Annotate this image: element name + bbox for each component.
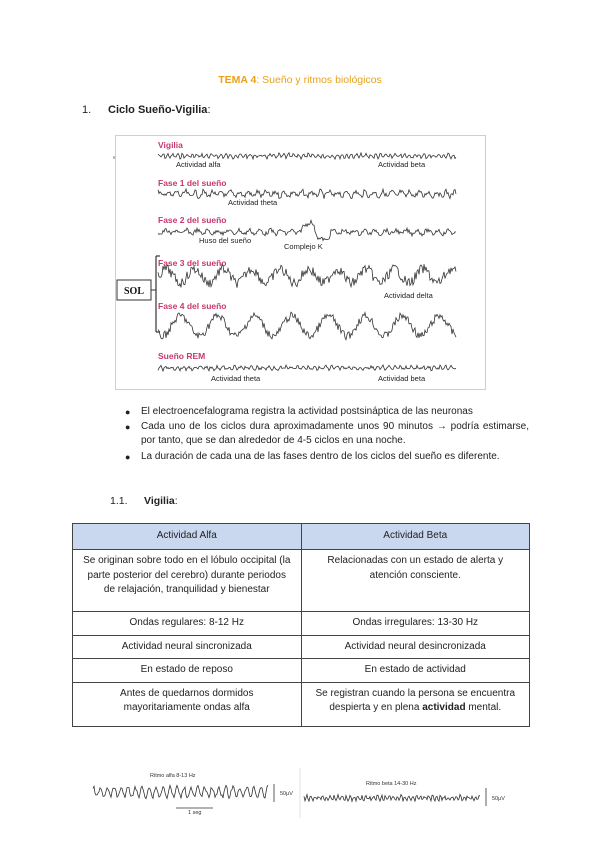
wave-figures	[88, 768, 518, 818]
bullet-icon: ●	[125, 422, 131, 433]
eeg-trace-vigilia	[158, 153, 456, 159]
bullet-list	[125, 405, 529, 465]
eeg-label-vigilia: Vigilia	[158, 140, 183, 150]
section-heading-1	[82, 104, 211, 116]
section-number: 1.1.	[110, 495, 128, 507]
eeg-annotation: Actividad theta	[228, 198, 278, 207]
table-row	[73, 612, 530, 636]
title-text: : Sueño y ritmos biológicos	[256, 74, 382, 86]
cell-text: mental.	[468, 702, 502, 713]
section-title: Vigilia	[144, 495, 175, 507]
bullet-text: Cada uno de los ciclos dura aproximadamente unos 90 minutos → podría estimarse, por tanto, que se dan alrededor de 4-5 ciclos en una noche.	[141, 421, 529, 447]
eeg-label-rem: Sueño REM	[158, 351, 206, 361]
eeg-trace-fase1	[158, 189, 456, 199]
eeg-label-fase3: Fase 3 del sueño	[158, 258, 227, 268]
sol-label: SOL	[123, 286, 145, 297]
table-cell: Actividad neural desincronizada	[301, 635, 530, 659]
title-prefix: TEMA 4	[218, 74, 257, 86]
column-header-beta: Actividad Beta	[301, 524, 530, 550]
eeg-figure	[115, 135, 486, 390]
cell-bold-text: actividad	[422, 702, 466, 713]
section-number: 1.	[82, 104, 92, 116]
bullet-icon: ●	[125, 407, 131, 417]
alpha-wave-label: Ritmo alfa 8-13 Hz	[150, 773, 196, 779]
eeg-trace-rem	[158, 365, 456, 371]
bullet-text: La duración de cada una de las fases dentro de los ciclos del sueño es diferente.	[141, 450, 500, 462]
document-title	[0, 74, 600, 86]
table-header-row	[73, 524, 530, 550]
eeg-annotation: Actividad delta	[384, 291, 433, 300]
table-cell: Actividad neural sincronizada	[73, 635, 302, 659]
alpha-scale-label: 50μV	[280, 791, 293, 797]
list-item	[125, 450, 529, 464]
eeg-annotation: Huso del sueño	[199, 236, 252, 245]
beta-scale-label: 50μV	[492, 796, 505, 802]
eeg-label-fase4: Fase 4 del sueño	[158, 301, 227, 311]
table-cell: Relacionadas con un estado de alerta y atención consciente.	[301, 550, 530, 612]
list-item	[125, 405, 529, 419]
table-cell: Se originan sobre todo en el lóbulo occipital (la parte posterior del cerebro) durante periodos de relajación, tranquilidad y bienestar	[73, 550, 302, 612]
table-row	[73, 659, 530, 683]
alpha-wave-trace	[93, 785, 268, 799]
eeg-annotation: Actividad beta	[378, 374, 426, 383]
comparison-table	[72, 523, 530, 727]
table-row	[73, 635, 530, 659]
beta-wave-label: Ritmo beta 14-30 Hz	[366, 781, 417, 787]
eeg-label-fase1: Fase 1 del sueño	[158, 178, 227, 188]
table-row	[73, 682, 530, 726]
eeg-annotation: Complejo K	[284, 242, 323, 251]
eeg-annotation: Actividad alfa	[176, 160, 221, 169]
table-cell: En estado de reposo	[73, 659, 302, 683]
table-cell: Antes de quedarnos dormidos mayoritariamente ondas alfa	[73, 682, 302, 726]
table-row	[73, 550, 530, 612]
list-item	[125, 420, 529, 448]
beta-wave-trace	[304, 794, 480, 801]
eeg-annotation: Actividad beta	[378, 160, 426, 169]
eeg-label-fase2: Fase 2 del sueño	[158, 215, 227, 225]
eeg-annotation: Actividad theta	[211, 374, 261, 383]
section-colon: :	[207, 104, 211, 116]
cell-text: Se registran cuando la persona se encuentra despierta y en plena	[315, 687, 516, 713]
table-cell	[301, 682, 530, 726]
bullet-text: El electroencefalograma registra la actividad postsináptica de las neuronas	[141, 406, 473, 417]
table-cell: En estado de actividad	[301, 659, 530, 683]
table-cell: Ondas regulares: 8-12 Hz	[73, 612, 302, 636]
section-colon: :	[174, 495, 178, 507]
alpha-time-label: 1 seg	[188, 810, 202, 816]
section-title: Ciclo Sueño-Vigilia	[108, 104, 208, 116]
column-header-alfa: Actividad Alfa	[73, 524, 302, 550]
eeg-trace-fase4	[158, 312, 456, 339]
table-cell: Ondas irregulares: 13-30 Hz	[301, 612, 530, 636]
section-heading-1-1	[110, 495, 178, 507]
bullet-icon: ●	[125, 451, 131, 462]
